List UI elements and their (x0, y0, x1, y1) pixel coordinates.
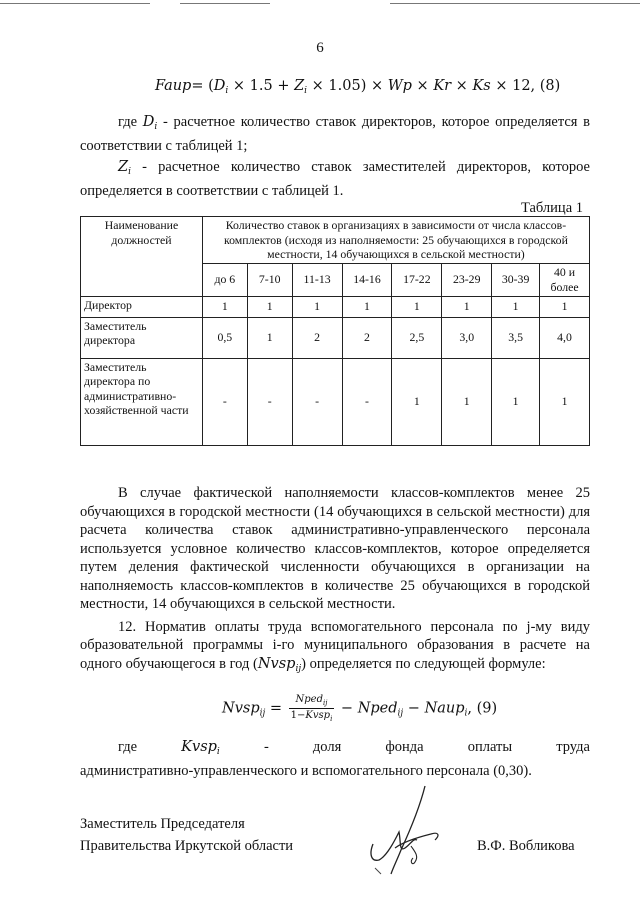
signatory-position-line2: Правительства Иркутской области (80, 838, 294, 854)
formula-8-d: D (213, 78, 226, 94)
formula-9-num-var: Nped (295, 694, 324, 705)
where-kvsp-line1 (80, 738, 590, 762)
table-cell: 2,5 (392, 317, 442, 358)
formula-9-term1-sub: ij (397, 708, 404, 719)
formula-8-tail: × 12, (8) (490, 78, 561, 94)
table-column-header: 7-10 (247, 263, 292, 296)
formula-8 (155, 78, 560, 96)
where-kvsp-dash: - (263, 739, 269, 755)
formula-8-open: = ( (191, 78, 214, 94)
formula-9-den-pre: 1− (290, 710, 306, 721)
where-zi-var: Z (118, 159, 129, 175)
table-cell: 3,0 (442, 317, 492, 358)
table-cell: 1 (342, 296, 392, 317)
handwritten-signature (355, 782, 465, 882)
paragraph-12-sub: ij (295, 663, 302, 674)
where-di-var: D (142, 114, 155, 130)
formula-9-num-sub: ij (323, 699, 328, 707)
table-column-header: 17-22 (392, 263, 442, 296)
where-zi-sub: i (128, 167, 131, 177)
table-row (81, 358, 590, 445)
paragraph-12 (80, 618, 590, 679)
table-row-name: Директор (81, 296, 203, 317)
where-kvsp-term (181, 738, 220, 762)
formula-8-d-sub: i (225, 86, 229, 96)
table-cell: 1 (492, 296, 540, 317)
signatory-position (80, 813, 293, 857)
paragraph-12-text: 12. Норматив оплаты труда вспомогательного персонала по j-му виду образовательной программы i-го муниципального образования в расчете на одного обучающегося в год ( (80, 618, 590, 672)
table-cell: 2 (292, 317, 342, 358)
formula-9-numerator (289, 694, 335, 709)
table-row-name: Заместитель директора (81, 317, 203, 358)
table-cell: - (202, 358, 247, 445)
table-cell: 1 (247, 296, 292, 317)
table-column-header: 40 и более (540, 263, 590, 296)
table-cell: 1 (202, 296, 247, 317)
formula-9 (222, 694, 497, 723)
formula-9-tail: , (9) (467, 700, 498, 717)
formula-8-times: × (411, 78, 434, 94)
where-kvsp-word: доля (312, 739, 342, 755)
staffing-table (80, 216, 590, 446)
table-row (81, 296, 590, 317)
table-column-header: 30-39 (492, 263, 540, 296)
formula-8-mul2: × 1.05) × (307, 78, 388, 94)
where-kvsp-line2: административно-управленческого и вспомогательного персонала (0,30). (80, 762, 532, 779)
formula-9-term2-sub: i (464, 708, 468, 719)
paragraph-conditional-count: В случае фактической наполняемости классов-комплектов менее 25 обучающихся в городской местности (14 обучающихся в сельской местности) для расчета количества ставок административно-управленческого персонала используется условное количество классов-комплектов, которое определяется путем деления фактической численности обучающихся в организации на наполняемость классов-комплектов в количестве 25 обучающихся в городской местности, 14 обучающихся в сельской местности. (80, 485, 590, 612)
table-row-name: Заместитель директора по административно-хозяйственной части (81, 358, 203, 445)
formula-9-term1: Nped (357, 700, 398, 717)
table-cell: - (247, 358, 292, 445)
where-kvsp-word: фонда (385, 739, 424, 755)
table-cell: 2 (342, 317, 392, 358)
scan-artifact-line (0, 3, 150, 4)
formula-8-mul1: × 1.5 + (228, 78, 295, 94)
formula-9-minus: − (336, 700, 358, 717)
where-di (80, 113, 590, 155)
table-cell: 1 (540, 296, 590, 317)
formula-9-den-var: Kvsp (305, 710, 331, 721)
table-cell: 1 (292, 296, 342, 317)
formula-9-lhs: Nvsp (222, 700, 260, 717)
formula-9-minus: − (403, 700, 425, 717)
page-number: 6 (316, 40, 324, 56)
table-cell: 1 (442, 358, 492, 445)
table-caption: Таблица 1 (520, 200, 583, 216)
where-kvsp-sub: i (216, 747, 220, 757)
where-zi (80, 158, 590, 200)
table-cell: 0,5 (202, 317, 247, 358)
formula-9-denominator (289, 709, 335, 723)
where-clauses (80, 113, 590, 200)
formula-8-z-sub: i (304, 86, 308, 96)
table-cell: 1 (442, 296, 492, 317)
formula-9-fraction (289, 694, 335, 723)
formula-9-eq: = (265, 700, 287, 717)
table-row (81, 317, 590, 358)
table-cell: 4,0 (540, 317, 590, 358)
table-group-header: Количество ставок в организациях в зависимости от числа классов-комплектов (исходя из наполняемости: 25 обучающихся в городской местности, 14 обучающихся в сельской местности) (202, 217, 589, 264)
where-kvsp-prefix: где (118, 739, 138, 755)
table-name-header: Наименование должностей (81, 217, 203, 297)
formula-8-times: × (451, 78, 473, 94)
where-zi-text: - расчетное количество ставок заместителей директоров, которое определяется в соответствии с таблицей 1. (80, 159, 590, 199)
table-cell: 1 (247, 317, 292, 358)
table-cell: 1 (392, 296, 442, 317)
where-kvsp (80, 738, 590, 780)
where-di-sub: i (154, 122, 158, 132)
paragraph-12-tail: ) определяется по следующей формуле: (301, 655, 546, 672)
table-cell: 1 (492, 358, 540, 445)
scan-artifact-line (180, 3, 270, 4)
signatory-name: В.Ф. Вобликова (477, 838, 575, 854)
table-column-header: 14-16 (342, 263, 392, 296)
scan-artifact-line (390, 3, 640, 4)
table-cell: - (342, 358, 392, 445)
formula-8-lhs: Faup (155, 78, 192, 94)
formula-8-kr: Kr (433, 78, 452, 94)
table-column-header: 23-29 (442, 263, 492, 296)
where-di-text: - расчетное количество ставок директоров, которое определяется в соответствии с таблицей 1; (80, 114, 590, 154)
table-cell: 1 (540, 358, 590, 445)
table-cell: 1 (392, 358, 442, 445)
table-column-header: 11-13 (292, 263, 342, 296)
table-header-row (81, 217, 590, 264)
signatory-position-line1: Заместитель Председателя (80, 816, 245, 832)
formula-9-term2: Naup (424, 700, 465, 717)
formula-9-lhs-sub: ij (259, 708, 266, 719)
table-column-header: до 6 (202, 263, 247, 296)
table-cell: - (292, 358, 342, 445)
formula-8-ks: Ks (472, 78, 491, 94)
where-kvsp-word: труда (556, 739, 590, 755)
where-di-prefix: где (118, 114, 143, 130)
formula-8-wp: Wp (387, 78, 412, 94)
where-kvsp-word: оплаты (467, 739, 513, 755)
body-text (80, 484, 590, 678)
paragraph-12-var: Nvsp (257, 655, 296, 672)
table-cell: 3,5 (492, 317, 540, 358)
where-kvsp-var: Kvsp (181, 739, 217, 755)
formula-8-z: Z (294, 78, 305, 94)
formula-9-den-sub: i (330, 715, 333, 723)
